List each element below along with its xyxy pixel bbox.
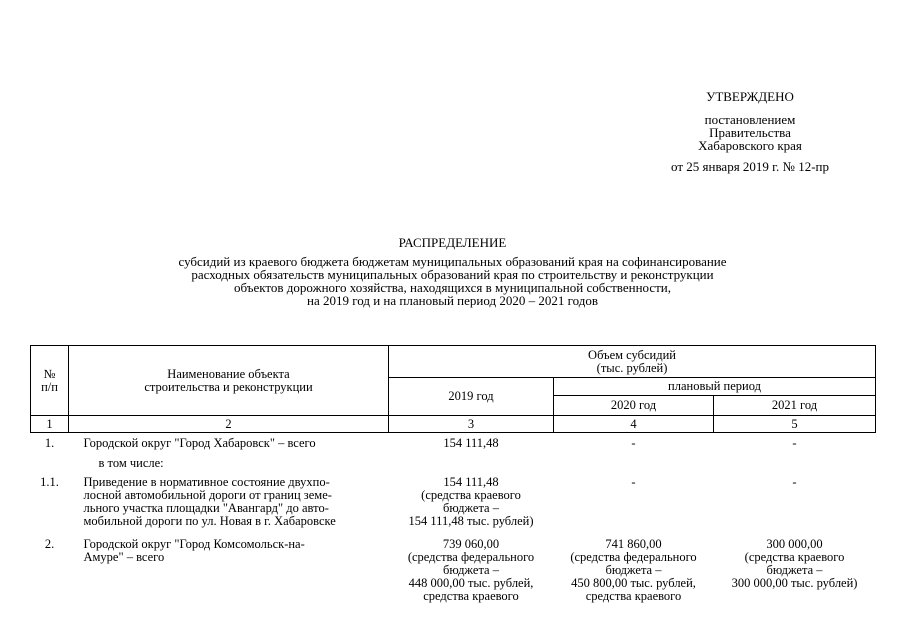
row-name: Городской округ "Город Хабаровск" – всего: [83, 436, 316, 450]
table-row: [31, 538, 876, 608]
table-row: [31, 476, 876, 534]
title-line: расходных обязательств муниципальных образований края по строительству и реконструкции: [191, 267, 714, 282]
column-number: 1: [31, 416, 69, 433]
title-line: объектов дорожного хозяйства, находящихся в муниципальной собственности,: [233, 280, 672, 295]
title-line: на 2019 год и на плановый период 2020 – 2021 годов: [307, 293, 598, 308]
header-2020: 2020 год: [554, 396, 714, 416]
approval-date: от 25 января 2019 г. № 12-пр: [671, 159, 829, 174]
row-num: 1.: [44, 436, 55, 450]
row-2020: -: [631, 436, 636, 450]
subsidy-table: [30, 345, 876, 608]
row-2021: -: [792, 436, 797, 450]
row-num: 2.: [44, 537, 55, 551]
column-number: 2: [69, 416, 389, 433]
row-num: 1.1.: [40, 475, 59, 489]
row-num: [31, 455, 69, 472]
approval-line: постановлением: [704, 112, 796, 127]
document-title: РАСПРЕДЕЛЕНИЕ: [398, 235, 507, 250]
table-row: [31, 455, 876, 472]
column-number: 3: [389, 416, 554, 433]
header-2021: 2021 год: [714, 396, 876, 416]
approval-line: Хабаровского края: [698, 138, 802, 153]
table-row: [31, 437, 876, 455]
row-2020: 741 860,00 (средства федерального бюджета – 450 800,00 тыс. рублей, средства краевого: [570, 537, 697, 603]
row-2020: -: [631, 475, 636, 489]
row-name: Городской округ "Город Комсомольск-на- Амуре" – всего: [83, 537, 305, 564]
header-volume: Объем субсидий (тыс. рублей): [389, 346, 876, 378]
document-title-block: [100, 236, 805, 307]
approval-line: Правительства: [709, 125, 791, 140]
row-2021: 300 000,00 (средства краевого бюджета – 300 000,00 тыс. рублей): [731, 537, 858, 590]
row-name: в том числе:: [98, 456, 164, 470]
row-name: Приведение в нормативное состояние двухпо- лосной автомобильной дороги от границ земе- льного участка площадки "Авангард" до авто- мобильной дороги по ул. Новая в г. Хабаровске: [83, 475, 336, 528]
header-name: Наименование объекта строительства и реконструкции: [69, 346, 389, 416]
header-2019: 2019 год: [389, 378, 554, 416]
row-2021: -: [792, 475, 797, 489]
row-2019: 154 111,48 (средства краевого бюджета – 154 111,48 тыс. рублей): [408, 475, 534, 528]
header-planned-period: плановый период: [554, 378, 876, 396]
row-2019: 739 060,00 (средства федерального бюджета – 448 000,00 тыс. рублей, средства краевого: [407, 537, 535, 603]
row-2019: 154 111,48: [443, 436, 499, 450]
title-line: субсидий из краевого бюджета бюджетам муниципальных образований края на софинансирование: [178, 254, 727, 269]
approval-heading: УТВЕРЖДЕНО: [706, 89, 794, 104]
header-num: № п/п: [31, 346, 69, 416]
approval-block: [650, 90, 850, 173]
column-number: 4: [554, 416, 714, 433]
column-number: 5: [714, 416, 876, 433]
